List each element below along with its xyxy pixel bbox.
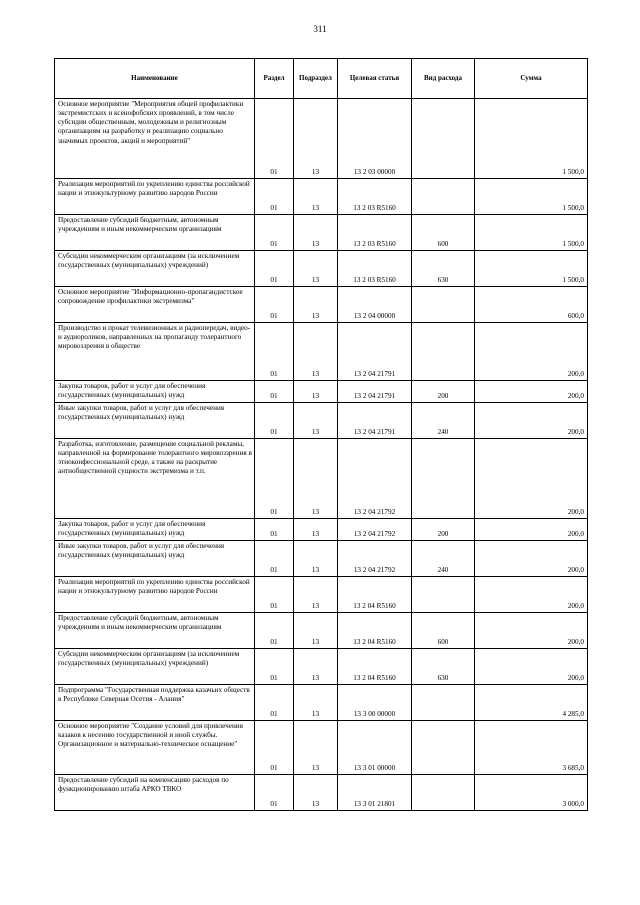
row-amount: 200,0 xyxy=(475,323,588,381)
row-amount: 3 685,0 xyxy=(475,721,588,775)
row-name: Закупка товаров, работ и услуг для обеспечения государственных (муниципальных) нужд xyxy=(55,519,255,541)
header-section: Раздел xyxy=(255,59,294,99)
table-row xyxy=(55,99,588,179)
row-name: Основное мероприятие "Информационно-пропагандистское сопровождение профилактики экстремизма" xyxy=(55,287,255,323)
row-subsection: 13 xyxy=(294,99,338,179)
table-row xyxy=(55,439,588,519)
row-section: 01 xyxy=(255,403,294,439)
row-expense xyxy=(412,179,475,215)
row-target: 13 2 04 21791 xyxy=(338,381,412,403)
header-target: Целевая статья xyxy=(338,59,412,99)
row-section: 01 xyxy=(255,721,294,775)
row-expense: 600 xyxy=(412,613,475,649)
row-target: 13 2 04 R5160 xyxy=(338,577,412,613)
row-expense xyxy=(412,439,475,519)
row-amount: 200,0 xyxy=(475,541,588,577)
row-expense xyxy=(412,99,475,179)
row-amount: 200,0 xyxy=(475,381,588,403)
row-amount: 200,0 xyxy=(475,649,588,685)
table-row xyxy=(55,613,588,649)
row-name: Подпрограмма "Государственная поддержка казачьих обществ в Республике Северная Осетия - Алания" xyxy=(55,685,255,721)
row-target: 13 2 04 21791 xyxy=(338,403,412,439)
row-expense: 630 xyxy=(412,649,475,685)
row-section: 01 xyxy=(255,775,294,811)
row-subsection: 13 xyxy=(294,775,338,811)
row-name: Иные закупки товаров, работ и услуг для обеспечения государственных (муниципальных) нужд xyxy=(55,403,255,439)
row-target: 13 2 03 R5160 xyxy=(338,215,412,251)
row-name: Предоставление субсидий на компенсацию расходов по функционированию штаба АРКО ТВКО xyxy=(55,775,255,811)
row-subsection: 13 xyxy=(294,381,338,403)
row-expense: 200 xyxy=(412,381,475,403)
row-subsection: 13 xyxy=(294,613,338,649)
row-subsection: 13 xyxy=(294,685,338,721)
table-row xyxy=(55,251,588,287)
row-target: 13 2 04 21792 xyxy=(338,519,412,541)
row-subsection: 13 xyxy=(294,323,338,381)
row-subsection: 13 xyxy=(294,403,338,439)
row-subsection: 13 xyxy=(294,519,338,541)
row-section: 01 xyxy=(255,381,294,403)
table-row xyxy=(55,403,588,439)
row-subsection: 13 xyxy=(294,721,338,775)
row-name: Производство и прокат телевизионных и радиопередач, видео- и аудиороликов, направленных на пропаганду толерантного мировоззрения в обществе xyxy=(55,323,255,381)
row-section: 01 xyxy=(255,179,294,215)
row-name: Иные закупки товаров, работ и услуг для обеспечения государственных (муниципальных) нужд xyxy=(55,541,255,577)
row-subsection: 13 xyxy=(294,541,338,577)
row-target: 13 2 04 R5160 xyxy=(338,649,412,685)
row-section: 01 xyxy=(255,215,294,251)
header-subsection: Подраздел xyxy=(294,59,338,99)
row-expense xyxy=(412,721,475,775)
table-row xyxy=(55,179,588,215)
row-subsection: 13 xyxy=(294,439,338,519)
row-target: 13 2 04 R5160 xyxy=(338,613,412,649)
table-row xyxy=(55,577,588,613)
row-subsection: 13 xyxy=(294,179,338,215)
row-name: Предоставление субсидий бюджетным, автономным учреждениям и иным некоммерческим организациям xyxy=(55,215,255,251)
row-target: 13 2 04 21792 xyxy=(338,541,412,577)
row-target: 13 2 04 21791 xyxy=(338,323,412,381)
row-section: 01 xyxy=(255,323,294,381)
row-name: Субсидии некоммерческим организациям (за исключением государственных (муниципальных) учреждений) xyxy=(55,649,255,685)
header-name: Наименование xyxy=(55,59,255,99)
row-section: 01 xyxy=(255,287,294,323)
row-expense xyxy=(412,577,475,613)
row-name: Закупка товаров, работ и услуг для обеспечения государственных (муниципальных) нужд xyxy=(55,381,255,403)
row-expense xyxy=(412,685,475,721)
row-subsection: 13 xyxy=(294,649,338,685)
row-expense: 240 xyxy=(412,403,475,439)
row-amount: 1 500,0 xyxy=(475,99,588,179)
row-name: Предоставление субсидий бюджетным, автономным учреждениям и иным некоммерческим организациям xyxy=(55,613,255,649)
row-name: Субсидии некоммерческим организациям (за исключением государственных (муниципальных) учреждений) xyxy=(55,251,255,287)
row-expense: 600 xyxy=(412,215,475,251)
table-body xyxy=(55,99,588,811)
header-amount: Сумма xyxy=(475,59,588,99)
table-row xyxy=(55,287,588,323)
row-section: 01 xyxy=(255,99,294,179)
row-target: 13 3 00 00000 xyxy=(338,685,412,721)
row-amount: 3 000,0 xyxy=(475,775,588,811)
table-row xyxy=(55,775,588,811)
row-amount: 200,0 xyxy=(475,613,588,649)
row-section: 01 xyxy=(255,251,294,287)
row-amount: 200,0 xyxy=(475,439,588,519)
row-name: Основное мероприятие "Мероприятия общей профилактики экстремистских и ксенофобских проявлений, в том числе субсидии общественным, молодежным и религиозным организациям на разработку и реализацию социально значимых проектов, акций и мероприятий" xyxy=(55,99,255,179)
row-expense: 240 xyxy=(412,541,475,577)
budget-table xyxy=(54,58,588,811)
row-name: Реализация мероприятий по укреплению единства российской нации и этнокультурному развитию народов России xyxy=(55,577,255,613)
row-section: 01 xyxy=(255,519,294,541)
row-name: Реализация мероприятий по укреплению единства российской нации и этнокультурному развитию народов России xyxy=(55,179,255,215)
row-expense xyxy=(412,775,475,811)
table-row xyxy=(55,541,588,577)
row-section: 01 xyxy=(255,577,294,613)
row-amount: 1 500,0 xyxy=(475,215,588,251)
row-amount: 4 285,0 xyxy=(475,685,588,721)
row-amount: 200,0 xyxy=(475,403,588,439)
row-amount: 600,0 xyxy=(475,287,588,323)
row-target: 13 2 04 00000 xyxy=(338,287,412,323)
table-row xyxy=(55,721,588,775)
row-target: 13 2 03 00000 xyxy=(338,99,412,179)
row-name: Основное мероприятие "Создание условий для привлечения казаков к несению государственной и иной службы. Организационное и материально-техническое оснащение" xyxy=(55,721,255,775)
table-header xyxy=(55,59,588,99)
row-amount: 1 500,0 xyxy=(475,179,588,215)
row-section: 01 xyxy=(255,613,294,649)
table-row xyxy=(55,215,588,251)
row-expense: 630 xyxy=(412,251,475,287)
table-row xyxy=(55,649,588,685)
row-target: 13 2 04 21792 xyxy=(338,439,412,519)
row-section: 01 xyxy=(255,649,294,685)
row-target: 13 2 03 R5160 xyxy=(338,251,412,287)
row-subsection: 13 xyxy=(294,287,338,323)
row-name: Разработка, изготовление, размещение социальной рекламы, направленной на формирование толерантного мировоззрения в этноконфессиональной среде, а также на раскрытие антиобщественной сущности экстремизма и т.п. xyxy=(55,439,255,519)
row-subsection: 13 xyxy=(294,215,338,251)
table-row xyxy=(55,381,588,403)
row-section: 01 xyxy=(255,439,294,519)
row-target: 13 2 03 R5160 xyxy=(338,179,412,215)
row-subsection: 13 xyxy=(294,577,338,613)
row-amount: 200,0 xyxy=(475,577,588,613)
row-amount: 1 500,0 xyxy=(475,251,588,287)
row-expense xyxy=(412,323,475,381)
row-expense xyxy=(412,287,475,323)
row-section: 01 xyxy=(255,685,294,721)
row-section: 01 xyxy=(255,541,294,577)
row-target: 13 3 01 21801 xyxy=(338,775,412,811)
row-subsection: 13 xyxy=(294,251,338,287)
page-number: 311 xyxy=(313,24,327,34)
table-row xyxy=(55,685,588,721)
header-expense: Вид расхода xyxy=(412,59,475,99)
table-row xyxy=(55,323,588,381)
table-row xyxy=(55,519,588,541)
row-amount: 200,0 xyxy=(475,519,588,541)
row-expense: 200 xyxy=(412,519,475,541)
header-row xyxy=(55,59,588,99)
row-target: 13 3 01 00000 xyxy=(338,721,412,775)
